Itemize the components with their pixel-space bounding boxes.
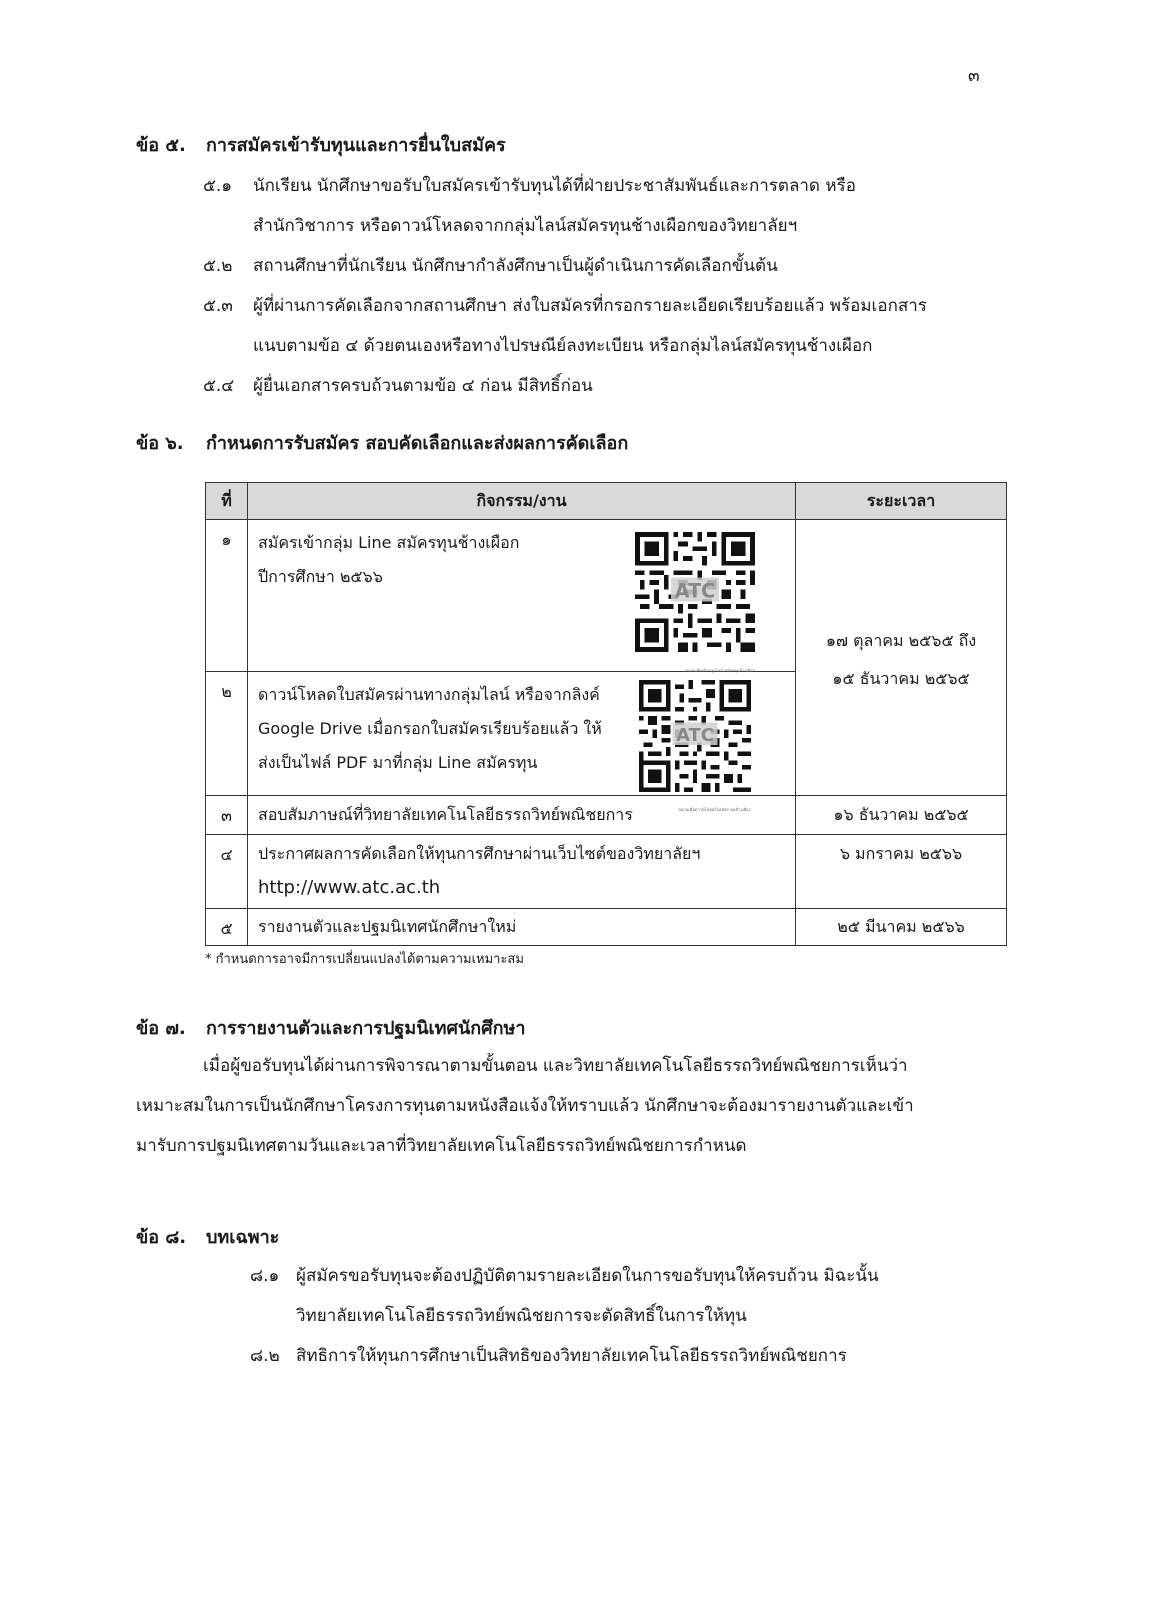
activity-line: รายงานตัวและปฐมนิเทศนักศึกษาใหม่	[258, 917, 517, 936]
row-number: ๓	[206, 796, 248, 835]
row-number: ๕	[206, 909, 248, 946]
item-5-1-label: ๕.๑	[203, 176, 233, 196]
item-5-4-label: ๕.๔	[203, 376, 235, 396]
row-number: ๒	[206, 672, 248, 796]
activity-line: ดาวน์โหลดใบสมัครผ่านทางกลุ่มไลน์ หรือจากลิงค์	[258, 685, 600, 704]
row-period: ๒๕ มีนาคม ๒๕๖๖	[796, 909, 1007, 946]
item-8-1-label: ๘.๑	[250, 1266, 280, 1286]
section5-number: ข้อ ๕.	[136, 135, 186, 156]
row-activity	[248, 909, 796, 946]
activity-line: ปีการศึกษา ๒๕๖๖	[258, 567, 383, 586]
section7-paragraph-line: เหมาะสมในการเป็นนักศึกษาโครงการทุนตามหนังสือแจ้งให้ทราบแล้ว นักศึกษาจะต้องมารายงานตัวและเข้า	[136, 1096, 914, 1116]
header-activity: กิจกรรม/งาน	[248, 483, 796, 520]
section5-title: การสมัครเข้ารับทุนและการยื่นใบสมัคร	[206, 135, 506, 156]
table-row	[206, 835, 1007, 909]
section7-paragraph-line: เมื่อผู้ขอรับทุนได้ผ่านการพิจารณาตามขั้นตอน และวิทยาลัยเทคโนโลยีธรรถวิทย์พณิชยการเห็นว่า	[203, 1056, 908, 1076]
item-8-2	[250, 1342, 847, 1369]
item-5-1	[203, 172, 856, 199]
row-activity	[248, 796, 796, 835]
item-5-1-text: นักเรียน นักศึกษาขอรับใบสมัครเข้ารับทุนได้ที่ฝ่ายประชาสัมพันธ์และการตลาด หรือ	[253, 176, 856, 196]
qr-caption: สแกนเพื่อดาวน์โหลดใบสมัคร ทุนช้างเผือก	[678, 807, 751, 812]
row-period-merged	[796, 520, 1007, 796]
section7-heading	[136, 1013, 525, 1042]
table-footnote: * กำหนดการอาจมีการเปลี่ยนแปลงได้ตามความเหมาะสม	[205, 952, 524, 967]
item-5-2-label: ๕.๒	[203, 256, 233, 276]
item-8-1-text: ผู้สมัครขอรับทุนจะต้องปฏิบัติตามรายละเอียดในการขอรับทุนให้ครบถ้วน มิฉะนั้น	[296, 1266, 879, 1286]
row-number: ๑	[206, 520, 248, 672]
period-start: ๑๗ ตุลาคม ๒๕๖๕ ถึง	[825, 631, 977, 650]
section8-title: บทเฉพาะ	[206, 1227, 280, 1248]
section8-number: ข้อ ๘.	[136, 1227, 187, 1248]
qr-logo-text: ATC	[674, 579, 716, 603]
table-row	[206, 520, 1007, 672]
table-header-row	[206, 483, 1007, 520]
row-period: ๖ มกราคม ๒๕๖๖	[796, 835, 1007, 909]
item-5-3-text: ผู้ที่ผ่านการคัดเลือกจากสถานศึกษา ส่งใบสมัครที่กรอกรายละเอียดเรียบร้อยแล้ว พร้อมเอกสาร	[253, 296, 927, 316]
website-url: http://www.atc.ac.th	[258, 877, 441, 898]
row-activity	[248, 520, 796, 672]
header-period: ระยะเวลา	[796, 483, 1007, 520]
item-8-1-continuation: วิทยาลัยเทคโนโลยีธรรถวิทย์พณิชยการจะตัดสิทธิ์ในการให้ทุน	[296, 1306, 747, 1326]
item-5-2	[203, 252, 778, 279]
section7-number: ข้อ ๗.	[136, 1018, 186, 1039]
row-activity	[248, 672, 796, 812]
section6-title: กำหนดการรับสมัคร สอบคัดเลือกและส่งผลการคัดเลือก	[206, 433, 629, 454]
item-8-2-label: ๘.๒	[250, 1346, 280, 1366]
item-5-4-text: ผู้ยื่นเอกสารครบถ้วนตามข้อ ๔ ก่อน มีสิทธิ์ก่อน	[253, 376, 593, 396]
item-5-3	[203, 292, 927, 319]
item-5-4	[203, 372, 593, 399]
item-5-2-text: สถานศึกษาที่นักเรียน นักศึกษากำลังศึกษาเป็นผู้ดำเนินการคัดเลือกขั้นต้น	[253, 256, 778, 276]
row-period: ๑๖ ธันวาคม ๒๕๖๕	[796, 796, 1007, 835]
activity-line: ส่งเป็นไฟล์ PDF มาที่กลุ่ม Line สมัครทุน	[258, 753, 538, 772]
qr-logo-text: ATC	[676, 724, 714, 746]
qr-caption: สแกนเพื่อเข้ากลุ่มไลน์ สมัครทุนช้างเผือก	[685, 668, 755, 673]
section6-number: ข้อ ๖.	[136, 433, 184, 454]
item-5-3-label: ๕.๓	[203, 296, 233, 316]
section8-heading	[136, 1222, 279, 1251]
period-end: ๑๕ ธันวาคม ๒๕๖๕	[832, 669, 970, 688]
item-5-1-continuation: สำนักวิชาการ หรือดาวน์โหลดจากกลุ่มไลน์สมัครทุนช้างเผือกของวิทยาลัยฯ	[253, 216, 798, 236]
item-5-3-continuation: แนบตามข้อ ๔ ด้วยตนเองหรือทางไปรษณีย์ลงทะเบียน หรือกลุ่มไลน์สมัครทุนช้างเผือก	[253, 336, 873, 356]
row-activity	[248, 835, 796, 909]
section5-heading	[136, 130, 506, 159]
page-number: ๓	[968, 66, 980, 86]
section6-heading	[136, 428, 628, 457]
activity-line: สมัครเข้ากลุ่ม Line สมัครทุนช้างเผือก	[258, 533, 520, 552]
line-group-qr-code-icon	[635, 532, 755, 652]
section7-paragraph-line: มารับการปฐมนิเทศตามวันและเวลาที่วิทยาลัยเทคโนโลยีธรรถวิทย์พณิชยการกำหนด	[136, 1136, 747, 1156]
activity-line: Google Drive เมื่อกรอกใบสมัครเรียบร้อยแล้ว ให้	[258, 719, 602, 738]
row-number: ๔	[206, 835, 248, 909]
header-no: ที่	[206, 483, 248, 520]
table-row	[206, 796, 1007, 835]
download-qr-code-icon	[639, 680, 751, 792]
item-8-1	[250, 1262, 879, 1289]
item-8-2-text: สิทธิการให้ทุนการศึกษาเป็นสิทธิของวิทยาลัยเทคโนโลยีธรรถวิทย์พณิชยการ	[296, 1346, 847, 1366]
table-row	[206, 909, 1007, 946]
section7-title: การรายงานตัวและการปฐมนิเทศนักศึกษา	[206, 1018, 526, 1039]
activity-line: ประกาศผลการคัดเลือกให้ทุนการศึกษาผ่านเว็บไซต์ของวิทยาลัยฯ	[258, 844, 701, 863]
activity-line: สอบสัมภาษณ์ที่วิทยาลัยเทคโนโลยีธรรถวิทย์พณิชยการ	[258, 805, 633, 824]
schedule-table	[205, 482, 1007, 946]
